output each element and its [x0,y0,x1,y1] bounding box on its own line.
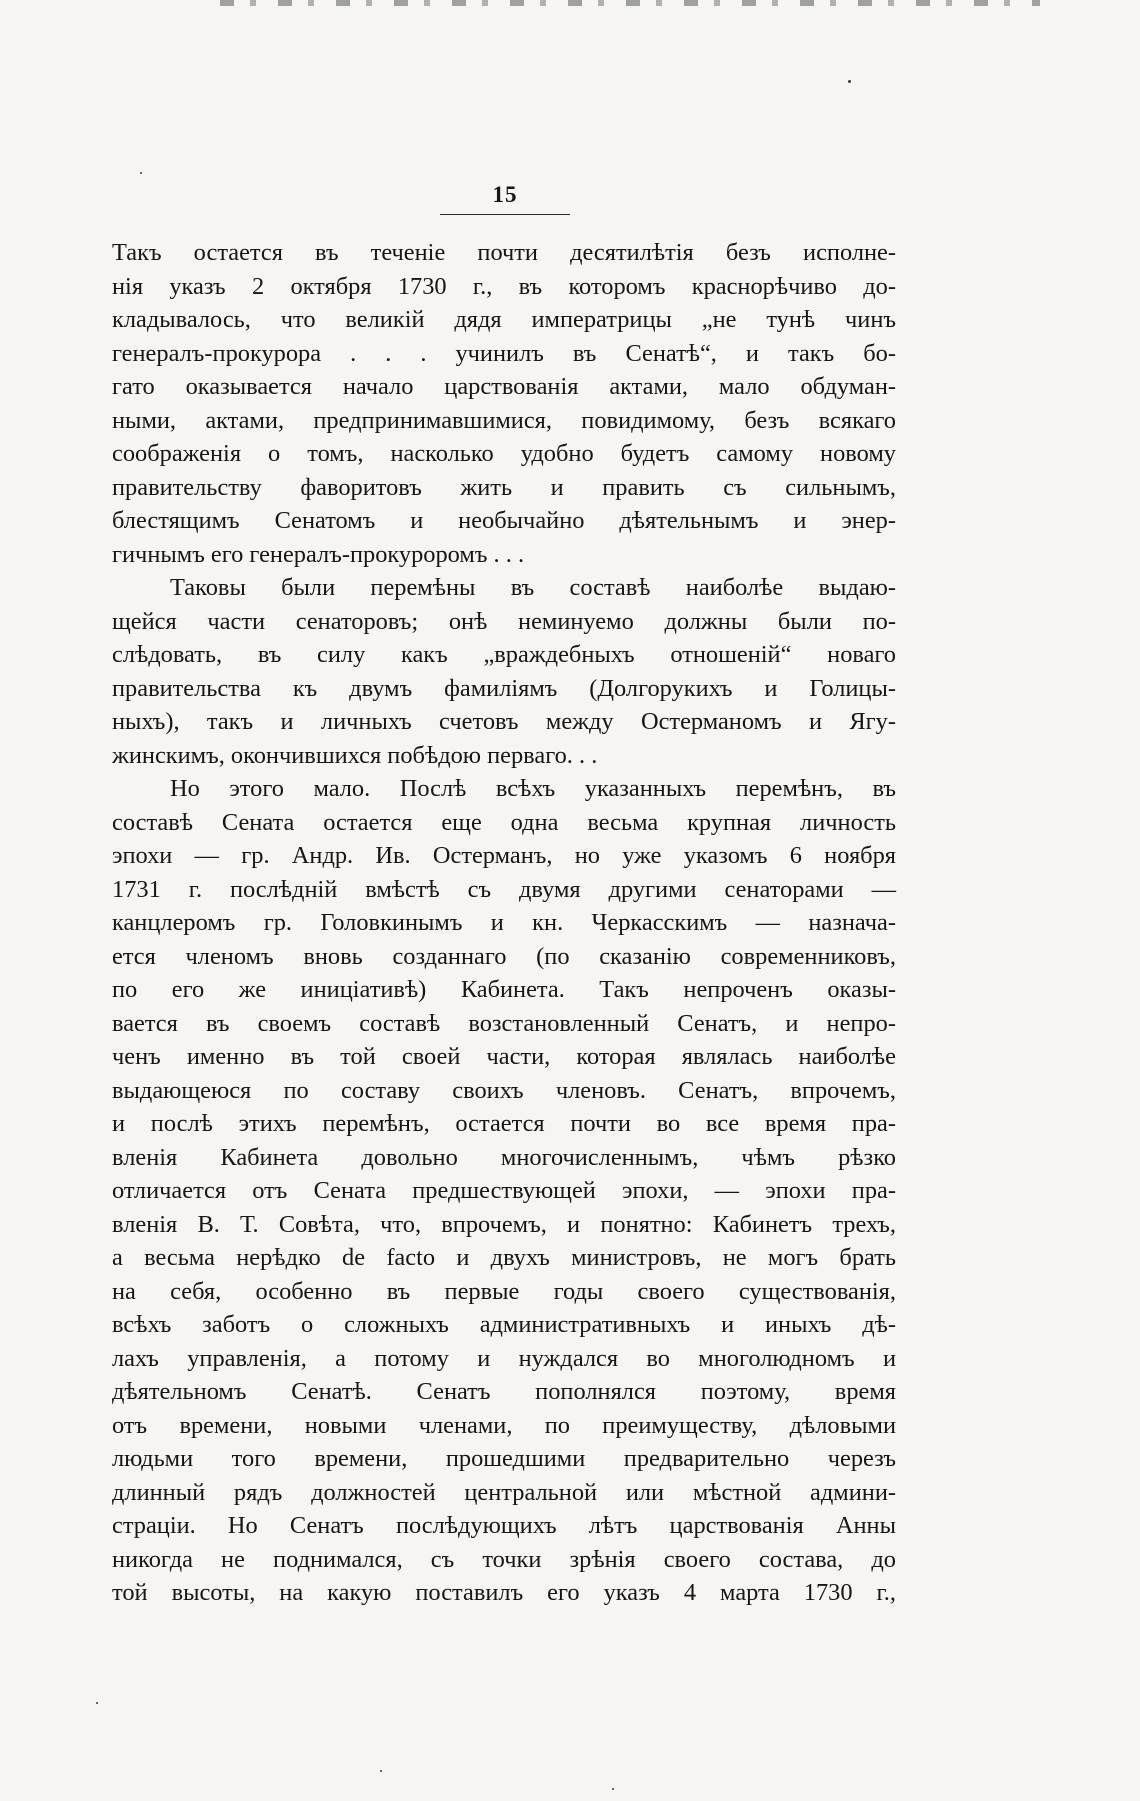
text-line: отличается отъ Сената предшествующей эпохи, — эпохи пра- [112,1177,896,1204]
text-line: а весьма нерѣдко de facto и двухъ министровъ, не могъ брать [112,1244,896,1271]
text-line: правительства къ двумъ фамиліямъ (Долгорукихъ и Голицы- [112,674,896,702]
text-line: Таковы были перемѣны въ составѣ наиболѣе выдаю- [170,574,896,601]
text-line: 1731 г. послѣдній вмѣстѣ съ двумя другими сенаторами — [112,875,896,903]
text-line: кладывалось, что великій дядя императрицы „не тунѣ чинъ [112,306,896,333]
text-line: отъ времени, новыми членами, по преимуществу, дѣловыми [112,1411,896,1439]
text-line: вается въ своемъ составѣ возстановленный Сенатъ, и непро- [112,1009,896,1037]
text-line: вленія В. Т. Совѣта, что, впрочемъ, и понятно: Кабинетъ трехъ, [112,1210,896,1238]
text-line: канцлеромъ гр. Головкинымъ и кн. Черкасскимъ — назнача- [112,909,896,936]
text-line: выдающеюся по составу своихъ членовъ. Сенатъ, впрочемъ, [112,1076,896,1104]
text-line: страціи. Но Сенатъ послѣдующихъ лѣтъ царствованія Анны [112,1512,896,1539]
text-line: ется членомъ вновь созданнаго (по сказанію современниковъ, [112,942,896,970]
text-line: ными, актами, предпринимавшимися, повидимому, безъ всякаго [112,406,896,434]
text-line: щейся части сенаторовъ; онѣ неминуемо должны были по- [112,607,896,635]
text-line: правительству фаворитовъ жить и править съ сильнымъ, [112,473,896,501]
text-line: жинскимъ, окончившихся побѣдою перваго. . . [112,741,598,769]
text-line: длинный рядъ должностей центральной или мѣстной админи- [112,1478,896,1506]
text-line: и послѣ этихъ перемѣнъ, остается почти во все время пра- [112,1110,896,1137]
text-line: на себя, особенно въ первые годы своего существованія, [112,1277,896,1305]
text-line: гато оказывается начало царствованія актами, мало обдуман- [112,373,896,400]
text-line: Такъ остается въ теченіе почти десятилѣтія безъ исполне- [112,239,896,266]
text-line: лахъ управленія, а потому и нуждался во многолюдномъ и [112,1344,896,1372]
page-number: 15 [492,182,518,207]
text-line: эпохи — гр. Андр. Ив. Остерманъ, но уже указомъ 6 ноября [112,842,896,869]
text-line: ныхъ), такъ и личныхъ счетовъ между Остерманомъ и Ягу- [112,708,896,735]
ink-speck [612,1788,614,1790]
page-number-rule [440,214,570,215]
text-line: людьми того времени, прошедшими предварительно черезъ [112,1445,896,1472]
text-line: никогда не поднимался, съ точки зрѣнія своего состава, до [112,1545,896,1573]
text-line: гичнымъ его генералъ-прокуроромъ . . . [112,540,525,568]
text-line: нія указъ 2 октября 1730 г., въ которомъ краснорѣчиво до- [112,272,896,300]
ink-speck [380,1770,382,1772]
text-line: по его же иниціативѣ) Кабинета. Такъ непроченъ оказы- [112,976,896,1003]
text-line: блестящимъ Сенатомъ и необычайно дѣятельнымъ и энер- [112,507,896,534]
text-line: всѣхъ заботъ о сложныхъ административныхъ и иныхъ дѣ- [112,1311,896,1338]
body-text [112,236,896,1610]
ink-speck [140,172,142,174]
ink-speck [96,1702,98,1704]
text-line: генералъ-прокурора . . . учинилъ въ Сенатѣ“, и такъ бо- [112,339,896,367]
top-edge-bleed [220,0,1040,6]
text-line: Но этого мало. Послѣ всѣхъ указанныхъ перемѣнъ, въ [170,775,896,802]
ink-speck [848,80,851,83]
text-line: вленія Кабинета довольно многочисленнымъ, чѣмъ рѣзко [112,1143,896,1171]
text-line: составѣ Сената остается еще одна весьма крупная личность [112,808,896,836]
text-line: соображенія о томъ, насколько удобно будетъ самому новому [112,440,896,467]
text-line: той высоты, на какую поставилъ его указъ 4 марта 1730 г., [112,1579,896,1606]
text-line: ченъ именно въ той своей части, которая являлась наиболѣе [112,1043,896,1070]
text-line: дѣятельномъ Сенатѣ. Сенатъ пополнялся поэтому, время [112,1378,896,1405]
text-line: слѣдовать, въ силу какъ „враждебныхъ отношеній“ новаго [112,641,896,668]
